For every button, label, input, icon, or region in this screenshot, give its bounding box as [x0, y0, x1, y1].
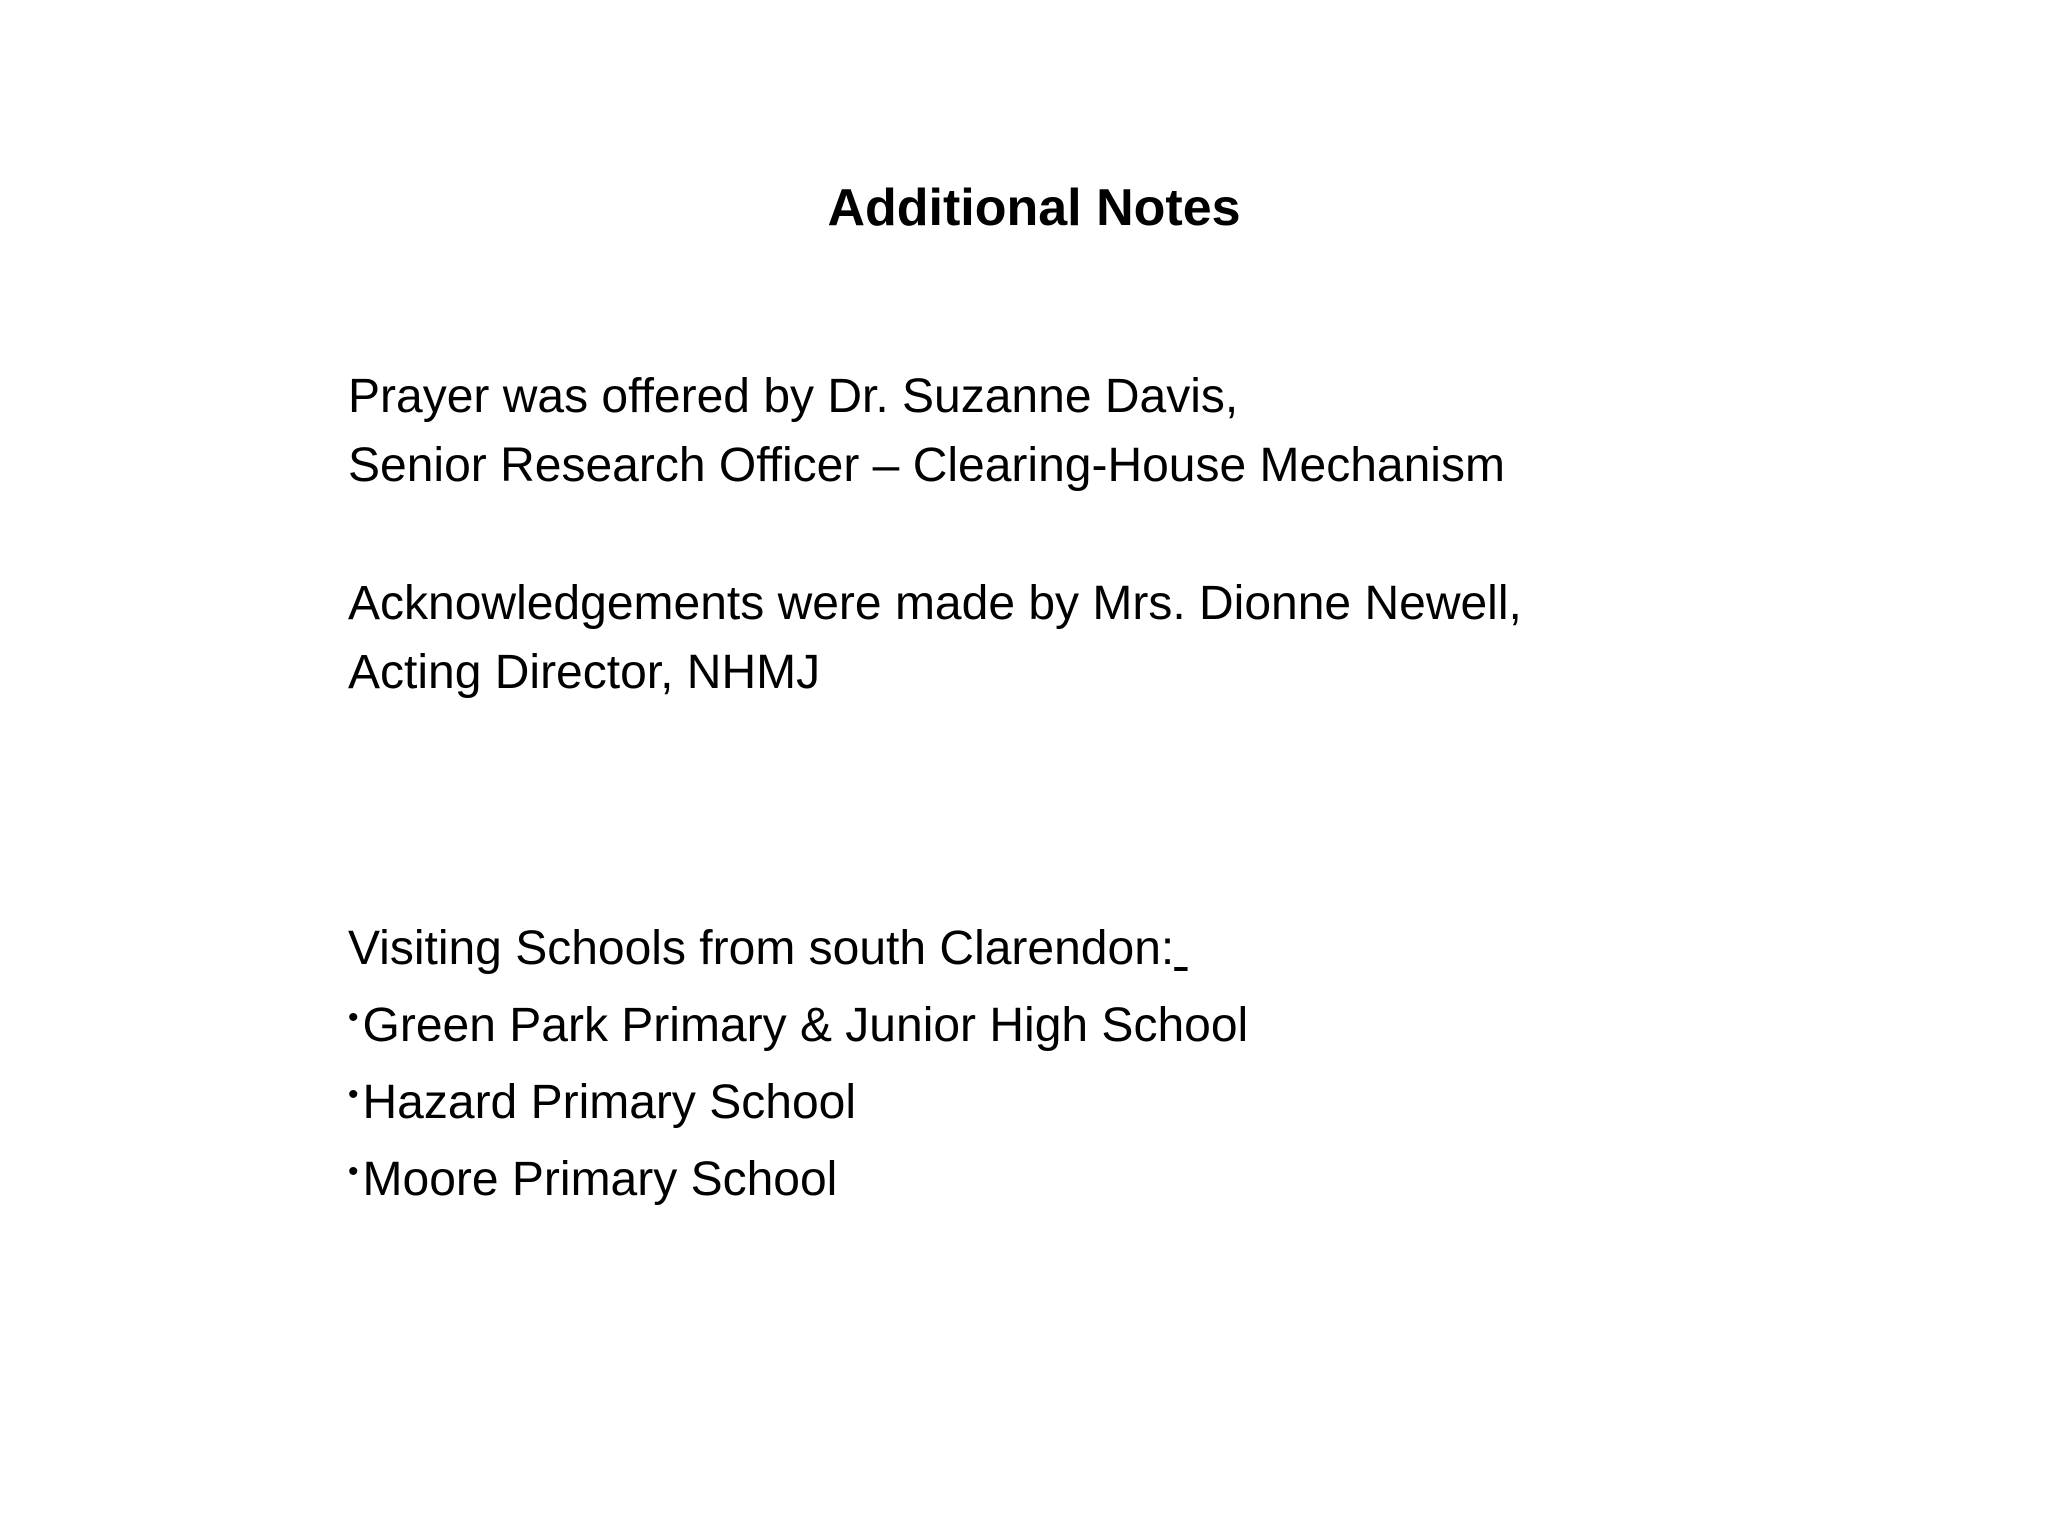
- visiting-heading: [348, 914, 1248, 983]
- acknowledgements-note: [348, 569, 1522, 707]
- acknowledgements-line-2: Acting Director, NHMJ: [348, 646, 821, 699]
- list-item: [348, 983, 1248, 1060]
- school-name: Moore Primary School: [362, 1153, 838, 1206]
- school-name: Hazard Primary School: [362, 1076, 857, 1129]
- acknowledgements-line-1: Acknowledgements were made by Mrs. Dionne Newell,: [348, 577, 1522, 630]
- school-name: Green Park Primary & Junior High School: [362, 999, 1249, 1052]
- bullet-icon: •: [348, 1001, 359, 1034]
- prayer-line-2: Senior Research Officer – Clearing-House Mechanism: [348, 439, 1505, 492]
- list-item: [348, 1060, 1248, 1137]
- heading-trailing-space: [1174, 922, 1187, 975]
- prayer-line-1: Prayer was offered by Dr. Suzanne Davis,: [348, 370, 1239, 423]
- bullet-icon: •: [348, 1078, 359, 1111]
- list-item: [348, 1137, 1248, 1214]
- bullet-icon: •: [348, 1155, 359, 1188]
- visiting-heading-text: Visiting Schools from south Clarendon:: [348, 922, 1175, 975]
- page-title: Additional Notes: [827, 179, 1241, 237]
- prayer-note: [348, 362, 1505, 500]
- visiting-schools: [348, 914, 1248, 1214]
